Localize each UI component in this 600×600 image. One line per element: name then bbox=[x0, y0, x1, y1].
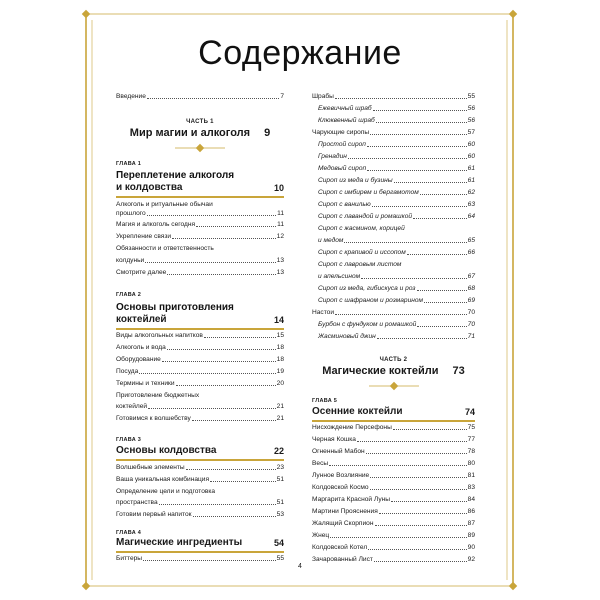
toc-entry[interactable]: Волшебные элементы 23 bbox=[116, 464, 284, 471]
toc-entry[interactable]: Обязанности и ответственность bbox=[116, 245, 214, 252]
toc-entry[interactable]: и медом 65 bbox=[318, 237, 475, 244]
chapter-2-label: ГЛАВА 2 bbox=[116, 292, 142, 298]
toc-entry[interactable]: колдуньи 13 bbox=[116, 257, 284, 264]
toc-entry[interactable]: Лунное Возлияние 81 bbox=[312, 472, 475, 479]
toc-entry[interactable]: Сироп с лавандой и ромашкой 64 bbox=[318, 213, 475, 220]
toc-entry-intro[interactable]: Введение 7 bbox=[116, 93, 284, 100]
toc-entry[interactable]: Магия и алкоголь сегодня 11 bbox=[116, 221, 284, 228]
toc-entry[interactable]: Колдовской Котел 90 bbox=[312, 544, 475, 551]
toc-entry[interactable]: Медовый сироп 61 bbox=[318, 165, 475, 172]
toc-entry[interactable]: Клюквенный шраб 56 bbox=[318, 117, 475, 124]
toc-entry[interactable]: Гренадин 60 bbox=[318, 153, 475, 160]
toc-entry[interactable]: Бурбон с фундуком и ромашкой 70 bbox=[318, 321, 475, 328]
toc-entry[interactable]: Огненный Мабон 78 bbox=[312, 448, 475, 455]
chapter-1-title-line1[interactable]: Переплетение алкоголя bbox=[116, 170, 235, 181]
toc-entry[interactable]: Биттеры 55 bbox=[116, 555, 284, 562]
chapter-2-title-line2[interactable]: коктейлей 14 bbox=[116, 314, 284, 325]
part-1-label: ЧАСТЬ 1 bbox=[186, 119, 214, 125]
chapter-2-rule bbox=[116, 328, 284, 330]
toc-entry[interactable]: прошлого 11 bbox=[116, 210, 284, 217]
toc-entry[interactable]: Сироп с крапивой и иссопом 66 bbox=[318, 249, 475, 256]
toc-entry[interactable]: Оборудование 18 bbox=[116, 356, 284, 363]
chapter-5-rule bbox=[312, 420, 475, 422]
toc-entry[interactable]: Настои 70 bbox=[312, 309, 475, 316]
toc-entry[interactable]: Готовимся к волшебству 21 bbox=[116, 415, 284, 422]
ornament-divider bbox=[367, 381, 421, 391]
toc-entry[interactable]: Смотрите далее 13 bbox=[116, 269, 284, 276]
toc-entry[interactable]: Сироп из меда и бузины 61 bbox=[318, 177, 475, 184]
toc-entry[interactable]: Колдовской Космо 83 bbox=[312, 484, 475, 491]
chapter-1-label: ГЛАВА 1 bbox=[116, 161, 142, 167]
toc-entry[interactable]: Жалящий Скорпион 87 bbox=[312, 520, 475, 527]
toc-entry[interactable]: пространства 51 bbox=[116, 499, 284, 506]
toc-entry[interactable]: Маргарита Красной Луны 84 bbox=[312, 496, 475, 503]
part-1-title[interactable]: Мир магии и алкоголя 9 bbox=[129, 127, 271, 139]
chapter-3-title[interactable]: Основы колдовства 22 bbox=[116, 445, 284, 456]
toc-entry[interactable]: Шрабы 55 bbox=[312, 93, 475, 100]
toc-entry[interactable]: Ежевичный шраб 56 bbox=[318, 105, 475, 112]
toc-entry[interactable]: Весы 80 bbox=[312, 460, 475, 467]
toc-entry[interactable]: Зачарованный Лист 92 bbox=[312, 556, 475, 563]
part-2-title[interactable]: Магические коктейли 73 bbox=[322, 365, 465, 377]
chapter-2-title-line1[interactable]: Основы приготовления bbox=[116, 302, 234, 313]
chapter-3-label: ГЛАВА 3 bbox=[116, 437, 142, 443]
chapter-4-label: ГЛАВА 4 bbox=[116, 530, 142, 536]
toc-entry[interactable]: Сироп с шафраном и розмарином 69 bbox=[318, 297, 475, 304]
toc-entry[interactable]: Чарующие сиропы 57 bbox=[312, 129, 475, 136]
toc-entry[interactable]: Посуда 19 bbox=[116, 368, 284, 375]
toc-entry[interactable]: и апельсином 67 bbox=[318, 273, 475, 280]
toc-entry[interactable]: Нисхождение Персефоны 75 bbox=[312, 424, 475, 431]
toc-entry[interactable]: Алкоголь и ритуальные обычаи bbox=[116, 201, 213, 208]
toc-entry[interactable]: Ваша уникальная комбинация 51 bbox=[116, 476, 284, 483]
toc-entry[interactable]: Сироп из меда, гибискуса и роз 68 bbox=[318, 285, 475, 292]
toc-entry[interactable]: Готовим первый напиток 53 bbox=[116, 511, 284, 518]
chapter-4-rule bbox=[116, 551, 284, 553]
chapter-1-rule bbox=[116, 196, 284, 198]
part-2-label: ЧАСТЬ 2 bbox=[379, 357, 408, 363]
chapter-4-title[interactable]: Магические ингредиенты 54 bbox=[116, 537, 284, 548]
toc-entry[interactable]: Алкоголь и вода 18 bbox=[116, 344, 284, 351]
ornament-divider bbox=[173, 143, 227, 153]
toc-entry[interactable]: Укрепление связи 12 bbox=[116, 233, 284, 240]
toc-entry[interactable]: Жнец 89 bbox=[312, 532, 475, 539]
toc-entry[interactable]: Сироп с лавровым листом bbox=[318, 261, 402, 268]
toc-entry[interactable]: Черная Кошка 77 bbox=[312, 436, 475, 443]
toc-entry[interactable]: Определение цели и подготовка bbox=[116, 488, 216, 495]
page-number: 4 bbox=[298, 563, 302, 570]
toc-entry[interactable]: Мартини Прояснения 86 bbox=[312, 508, 475, 515]
page-title: Содержание bbox=[198, 34, 402, 72]
chapter-5-label: ГЛАВА 5 bbox=[312, 398, 338, 404]
toc-entry[interactable]: Сироп с жасмином, корицей bbox=[318, 225, 405, 232]
toc-entry[interactable]: коктейлей 21 bbox=[116, 403, 284, 410]
toc-entry[interactable]: Сироп с ванилью 63 bbox=[318, 201, 475, 208]
toc-entry[interactable]: Приготовление бюджетных bbox=[116, 392, 200, 399]
toc-entry[interactable]: Сироп с имбирем и бергамотом 62 bbox=[318, 189, 475, 196]
toc-entry[interactable]: Простой сироп 60 bbox=[318, 141, 475, 148]
toc-entry[interactable]: Виды алкогольных напитков 15 bbox=[116, 332, 284, 339]
toc-entry[interactable]: Жасминовый джин 71 bbox=[318, 333, 475, 340]
chapter-5-title[interactable]: Осенние коктейли 74 bbox=[312, 406, 475, 417]
chapter-3-rule bbox=[116, 459, 284, 461]
toc-entry[interactable]: Термины и техники 20 bbox=[116, 380, 284, 387]
chapter-1-title-line2[interactable]: и колдовства 10 bbox=[116, 182, 284, 193]
